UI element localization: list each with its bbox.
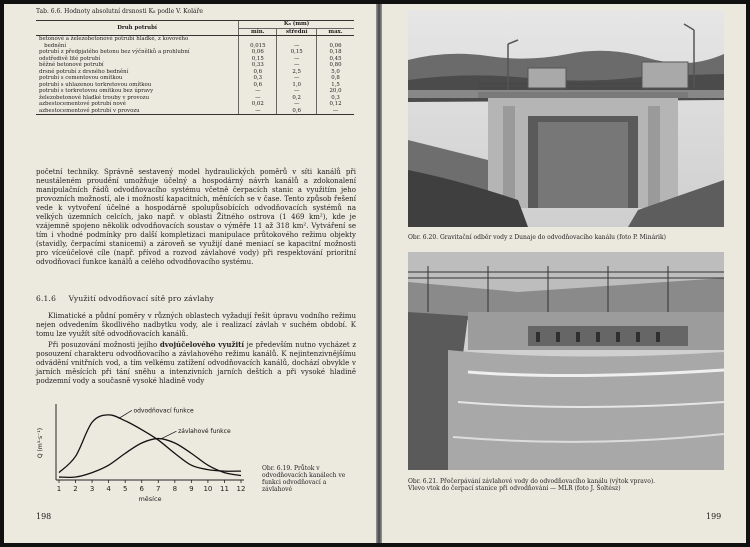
table-row	[36, 108, 354, 115]
paragraph-3	[36, 340, 356, 386]
min-value-cell: 0,33	[239, 62, 277, 69]
max-value-cell: —	[317, 108, 354, 115]
max-value-cell: 1,5	[317, 82, 354, 89]
photo1-caption: Obr. 6.20. Gravitační odběr vody z Dunaje do odvodňovacího kanálu (foto P. Minárik)	[408, 234, 666, 241]
mid-value-cell: —	[277, 75, 317, 82]
roughness-table	[36, 20, 354, 115]
photo-gravity-intake	[408, 10, 724, 227]
photo-pumping-station	[408, 252, 724, 470]
x-tick-label: 7	[156, 485, 161, 493]
min-value-cell: 0,6	[239, 69, 277, 76]
pipe-type-cell: betonové a železobetonové potrubí hladké, z kovového	[39, 36, 189, 42]
min-value-cell: 0,3	[239, 75, 277, 82]
irrigation-series-label: závlahové funkce	[178, 428, 231, 436]
col-max-header: max.	[317, 28, 354, 36]
pipe-type-cell: železobetonové hladké trouby v provozu	[39, 94, 150, 101]
section-title: Využití odvodňovací sítě pro závlahy	[68, 294, 214, 303]
max-value-cell: 0,80	[317, 62, 354, 69]
min-value-cell: —	[239, 88, 277, 95]
y-axis-label: Q (m³·s⁻¹)	[37, 427, 44, 459]
pipe-type-cell: azbestocementové potrubí nové	[39, 101, 126, 107]
max-value-cell	[317, 36, 354, 43]
pipe-type-cell: potrubí s uhlazenou torkretovou omítkou	[39, 81, 152, 88]
max-value-cell: 0,06	[317, 43, 354, 50]
drainage-label-leader	[119, 410, 132, 418]
x-tick-label: 9	[189, 485, 194, 493]
max-value-cell: 5,0	[317, 69, 354, 76]
paragraph-3-start: Při posuzování možnosti jejího	[48, 341, 160, 349]
x-tick-label: 11	[219, 485, 229, 493]
section-heading	[36, 294, 214, 303]
mid-value-cell	[277, 36, 317, 43]
max-value-cell: 20,0	[317, 88, 354, 95]
pipe-type-cell: bednění	[39, 42, 67, 49]
min-value-cell: —	[239, 108, 277, 115]
min-value-cell: 0,6	[239, 82, 277, 89]
x-tick-label: 10	[203, 485, 213, 493]
paragraph-2: Klimatické a půdní poměry v různých oblastech vyžadují řešit úpravu vodního režimu nejen odvedením škodlivého nadbytku vody, ale i realizací závlah v suchém období. K tomu lze využít sítě odvodňovacích kanálů.	[36, 312, 356, 338]
x-tick-label: 2	[73, 485, 78, 493]
page-number-right: 199	[706, 512, 722, 521]
max-value-cell: 0,45	[317, 56, 354, 63]
irrigation-label-leader	[162, 431, 177, 438]
mid-value-cell: —	[277, 56, 317, 63]
mid-value-cell: 0,15	[277, 49, 317, 56]
col-mid-header: střední	[277, 28, 317, 36]
photo2-caption-line2: Vlevo vtok do čerpací stanice při odvodňování — MLR (foto J. Šoltész)	[408, 485, 621, 492]
pipe-type-cell: odstředivě lité potrubí	[39, 55, 101, 62]
mid-value-cell: —	[277, 101, 317, 108]
section-number: 6.1.6	[36, 294, 57, 303]
col-pipe-header: Druh potrubí	[36, 21, 239, 36]
pipe-type-cell: drsné potrubí z drsného bednění	[39, 68, 129, 75]
x-tick-label: 4	[106, 485, 111, 493]
figure-caption: Obr. 6.19. Průtok v odvodňovacích kanálech ve funkci odvodňovací a závlahové	[262, 465, 346, 493]
photo2-caption-line1: Obr. 6.21. Přečerpávání závlahové vody do odvodňovacího kanálu (výtok vpravo).	[408, 478, 656, 485]
x-tick-label: 8	[172, 485, 178, 493]
table-caption: Tab. 6.6. Hodnoty absolutní drsnosti K₈ podle V. Koláře	[36, 8, 203, 15]
paragraph-3-bold: dvojúčelového využití	[159, 340, 245, 349]
drainage-series-label: odvodňovací funkce	[133, 407, 194, 415]
x-tick-label: 6	[139, 485, 144, 493]
min-value-cell: 0,02	[239, 101, 277, 108]
mid-value-cell: —	[277, 43, 317, 50]
pipe-type-cell: potrubí s cementovou omítkou	[39, 75, 123, 81]
pipe-type-cell: azbestocementové potrubí v provozu	[36, 108, 239, 115]
max-value-cell: 0,3	[317, 95, 354, 102]
pipe-type-cell: potrubí s torkretovou omítkou bez úpravy	[39, 88, 154, 94]
drainage-series-line	[59, 415, 241, 473]
mid-value-cell: 1,0	[277, 82, 317, 89]
min-value-cell: 0,06	[239, 49, 277, 56]
page-number-left: 198	[36, 512, 52, 521]
min-value-cell: —	[239, 95, 277, 102]
max-value-cell: 0,18	[317, 49, 354, 56]
mid-value-cell: —	[277, 62, 317, 69]
pipe-type-cell: běžné betonové potrubí	[39, 62, 104, 68]
max-value-cell: 0,12	[317, 101, 354, 108]
table-row	[36, 36, 354, 43]
col-min-header: min.	[239, 28, 277, 36]
x-tick-label: 3	[89, 485, 95, 493]
paragraph-1: početní techniky. Správně sestavený model hydraulických poměrů v síti kanálů při neustáleném proudění umožňuje účelný a hospodárný návrh kanálů a zdokonalení manipulačních řádů odvodňovacího systému včetně čerpacích stanic a využitím jeho provozních možností, ale i možností kapacitních, měnících se v čase. Tento způsob řešení vede k vytvoření účelné a hospodárně spolupůsobících odvodňovacích systémů na velkých územních celcích, jako např. v oblasti Žitného ostrova (1 469 km²), kde je vzájemně spojeno několik odvodňovacích soustav o výměře 11 až 318 km². Vytváření se tím i vhodné podmínky pro další kompletizaci manipulace průtokového režimu objekty (stavidly, čerpacími stanicemi) a zároveň se využijí dané meniací se kapacitní možnosti pro víceúčelové cíle (např. přívod a rozvod závlahové vody) při respektování prioritní odvodňovací funkce kanálů a celého odvodňovacího systému.	[36, 168, 356, 266]
x-tick-label: 12	[236, 485, 246, 493]
irrigation-series-line	[59, 439, 241, 478]
x-axis-label: měsíce	[138, 495, 162, 503]
photo2-caption	[408, 478, 728, 492]
paragraph-3-end: je především nutno vycházet z posouzení charakteru odvodňovacího a závlahového režimu kanálů. K nejintenzivnějšímu odvádění vnitřních vod, a tím velkému zatížení odvodňovacích kanálů, dochází obvykle v jarních měsících při tání sněhu a intenzivních jarních deštích a při vysoké hladině podzemní vody a současně vysoké hladině vody	[36, 341, 357, 385]
mid-value-cell: 2,5	[277, 69, 317, 76]
x-tick-label: 5	[122, 485, 128, 493]
min-value-cell: 0,015	[239, 43, 277, 50]
flow-chart	[30, 400, 256, 504]
mid-value-cell: —	[277, 88, 317, 95]
mid-value-cell: 0,6	[277, 108, 317, 115]
col-group-header: K₈ (mm)	[239, 21, 354, 29]
mid-value-cell: 0,2	[277, 95, 317, 102]
min-value-cell	[239, 36, 277, 43]
x-tick-label: 1	[56, 485, 62, 493]
max-value-cell: 0,8	[317, 75, 354, 82]
pipe-type-cell: potrubí z předpjatého betonu bez výčnělků a prohlubní	[39, 49, 190, 55]
min-value-cell: 0,15	[239, 56, 277, 63]
